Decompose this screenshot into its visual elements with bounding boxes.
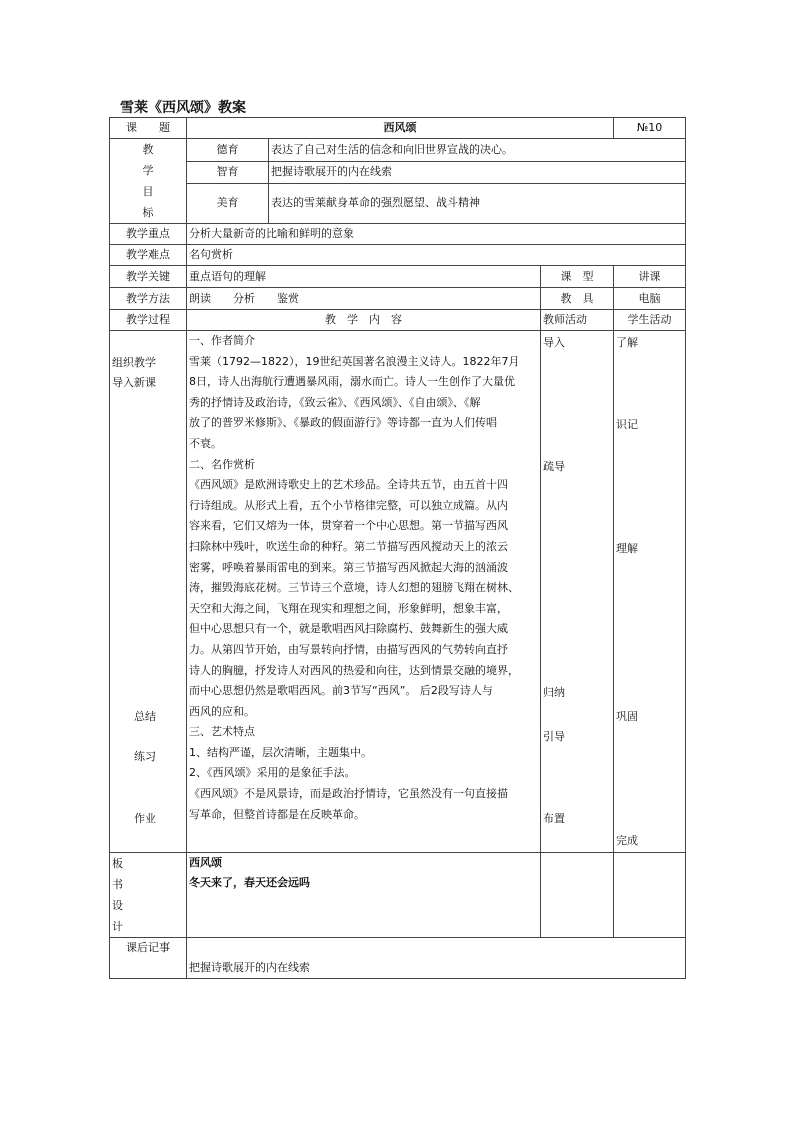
process-header-row: [110, 310, 686, 331]
tool-value: 电脑: [614, 288, 686, 310]
process-label: 教学过程: [110, 310, 187, 331]
content-line: 一、作者简介: [189, 334, 255, 347]
student-note: 完成: [616, 834, 639, 847]
topic-row: [110, 118, 686, 139]
content-line: 《西风颂》是欧洲诗歌史上的艺术珍品。全诗共五节，由五首十四: [189, 478, 508, 492]
teacher-note: 引导: [543, 730, 565, 743]
goal-text: 表达的雪莱献身革命的强烈愿望、战斗精神: [269, 183, 686, 223]
goal-row: [110, 162, 686, 183]
content-line: 容来看，它们又熔为一体，贯穿着一个中心思想。第一节描写西风: [189, 519, 508, 533]
after-notes-row: [110, 938, 686, 979]
after-notes-label: 课后记事: [110, 938, 187, 979]
stage-column: [110, 331, 187, 853]
content-line: 1、结构严谨，层次清晰，主题集中。: [189, 745, 372, 759]
after-notes-value: 把握诗歌展开的内在线索: [187, 938, 686, 979]
tool-label: 教 具: [541, 288, 614, 310]
document-title: 雪莱《西风颂》教案: [120, 100, 246, 116]
board-teacher-cell: [541, 853, 614, 938]
goal-text: 把握诗歌展开的内在线索: [269, 162, 686, 183]
teacher-activity-column: [541, 331, 614, 853]
content-line: 《西风颂》不是风景诗，而是政治抒情诗，它虽然没有一句直接描: [189, 787, 508, 801]
key-value: 重点语句的理解: [187, 266, 541, 288]
content-line: 二、名作赏析: [189, 457, 255, 471]
process-row: [110, 331, 686, 853]
content-line: 行诗组成。从形式上看，五个小节格律完整，可以独立成篇。从内: [189, 498, 508, 512]
student-note: 识记: [616, 418, 639, 431]
student-note: 理解: [616, 542, 639, 555]
difficulty-value: 名句赏析: [187, 245, 686, 266]
content-line: 2、《西风颂》采用的是象征手法。: [189, 766, 356, 780]
content-line: 力。从第四节开始，由写景转向抒情，由描写西风的气势转向直抒: [189, 642, 508, 656]
student-header: 学生活动: [614, 310, 686, 331]
topic-value: 西风颂: [187, 118, 614, 139]
goal-row: [110, 139, 686, 162]
goal-row: [110, 183, 686, 223]
key-row: [110, 266, 686, 288]
goal-kind: 美育: [187, 183, 269, 223]
key-point-value: 分析大量新奇的比喻和鲜明的意象: [187, 224, 686, 245]
board-content: [187, 853, 541, 938]
content-line: 写革命，但整首诗都是在反映革命。: [189, 807, 365, 821]
method-label: 教学方法: [110, 288, 187, 310]
stage-label: 组织教学: [112, 356, 156, 369]
content-line: 秀的抒情诗及政治诗，《致云雀》、《西风颂》、《自由颂》、《解: [189, 395, 481, 409]
content-line: 涛，摧毁海底花树。三节诗三个意境，诗人幻想的翅膀飞翔在树林、: [189, 581, 519, 595]
content-line: 天空和大海之间，飞翔在现实和理想之间，形象鲜明，想象丰富，: [189, 601, 508, 615]
student-note: 巩固: [616, 710, 639, 723]
content-line: 雪莱（1792—1822），19世纪英国著名浪漫主义诗人。1822年7月: [189, 354, 520, 368]
teacher-header: 教师活动: [541, 310, 614, 331]
student-activity-column: [614, 331, 686, 853]
goal-text: 表达了自己对生活的信念和向旧世界宣战的决心。: [269, 139, 686, 162]
teaching-content: [187, 331, 541, 853]
board-student-cell: [614, 853, 686, 938]
content-header: 教 学 内 容: [187, 310, 541, 331]
content-line: 三、艺术特点: [189, 725, 255, 739]
student-note: 了解: [616, 336, 639, 349]
content-line: 密雾，呼唤着暴雨雷电的到来。第三节描写西风掀起大海的汹涌波: [189, 560, 508, 574]
type-value: 讲课: [614, 266, 686, 288]
difficulty-row: [110, 245, 686, 266]
type-label: 课 型: [541, 266, 614, 288]
content-line: 扫除林中残叶，吹送生命的种籽。第二节描写西风搅动天上的浓云: [189, 539, 508, 553]
stage-label: 练习: [134, 750, 156, 763]
stage-label: 总结: [134, 710, 156, 723]
lesson-plan-table: [109, 117, 686, 979]
difficulty-label: 教学难点: [110, 245, 187, 266]
teacher-note: 布置: [543, 812, 565, 825]
teacher-note: 归纳: [543, 686, 565, 699]
key-point-row: [110, 224, 686, 245]
content-line: 但中心思想只有一个，就是歌唱西风扫除腐朽、鼓舞新生的强大威: [189, 622, 508, 636]
teacher-note: 导入: [543, 336, 565, 349]
method-value: 朗读 分析 鉴赏: [187, 288, 541, 310]
goals-label: 教 学 目 标: [110, 139, 187, 224]
board-line: 冬天来了，春天还会远吗: [189, 876, 310, 889]
goal-kind: 智育: [187, 162, 269, 183]
goal-kind: 德育: [187, 139, 269, 162]
board-title: 西风颂: [189, 856, 222, 869]
board-label: 板 书 设 计: [110, 853, 187, 938]
content-line: 放了的普罗米修斯》、《暴政的假面游行》等诗都一直为人们传唱: [189, 416, 497, 430]
content-line: 而中心思想仍然是歌唱西风。前3节写“西风”。 后2段写诗人与: [189, 684, 493, 698]
content-line: 8日，诗人出海航行遭遇暴风雨，溺水而亡。诗人一生创作了大量优: [189, 375, 515, 389]
content-line: 不衰。: [189, 436, 222, 450]
lesson-number: №10: [614, 118, 686, 139]
key-label: 教学关键: [110, 266, 187, 288]
teacher-note: 疏导: [543, 460, 565, 473]
stage-label: 作业: [134, 812, 156, 825]
method-row: [110, 288, 686, 310]
stage-label: 导入新课: [112, 376, 156, 389]
topic-label: 课 题: [110, 118, 187, 139]
key-point-label: 教学重点: [110, 224, 187, 245]
content-line: 诗人的胸臆，抒发诗人对西风的热爱和向往，达到情景交融的境界，: [189, 663, 519, 677]
board-row: [110, 853, 686, 938]
content-line: 西风的应和。: [189, 704, 255, 718]
